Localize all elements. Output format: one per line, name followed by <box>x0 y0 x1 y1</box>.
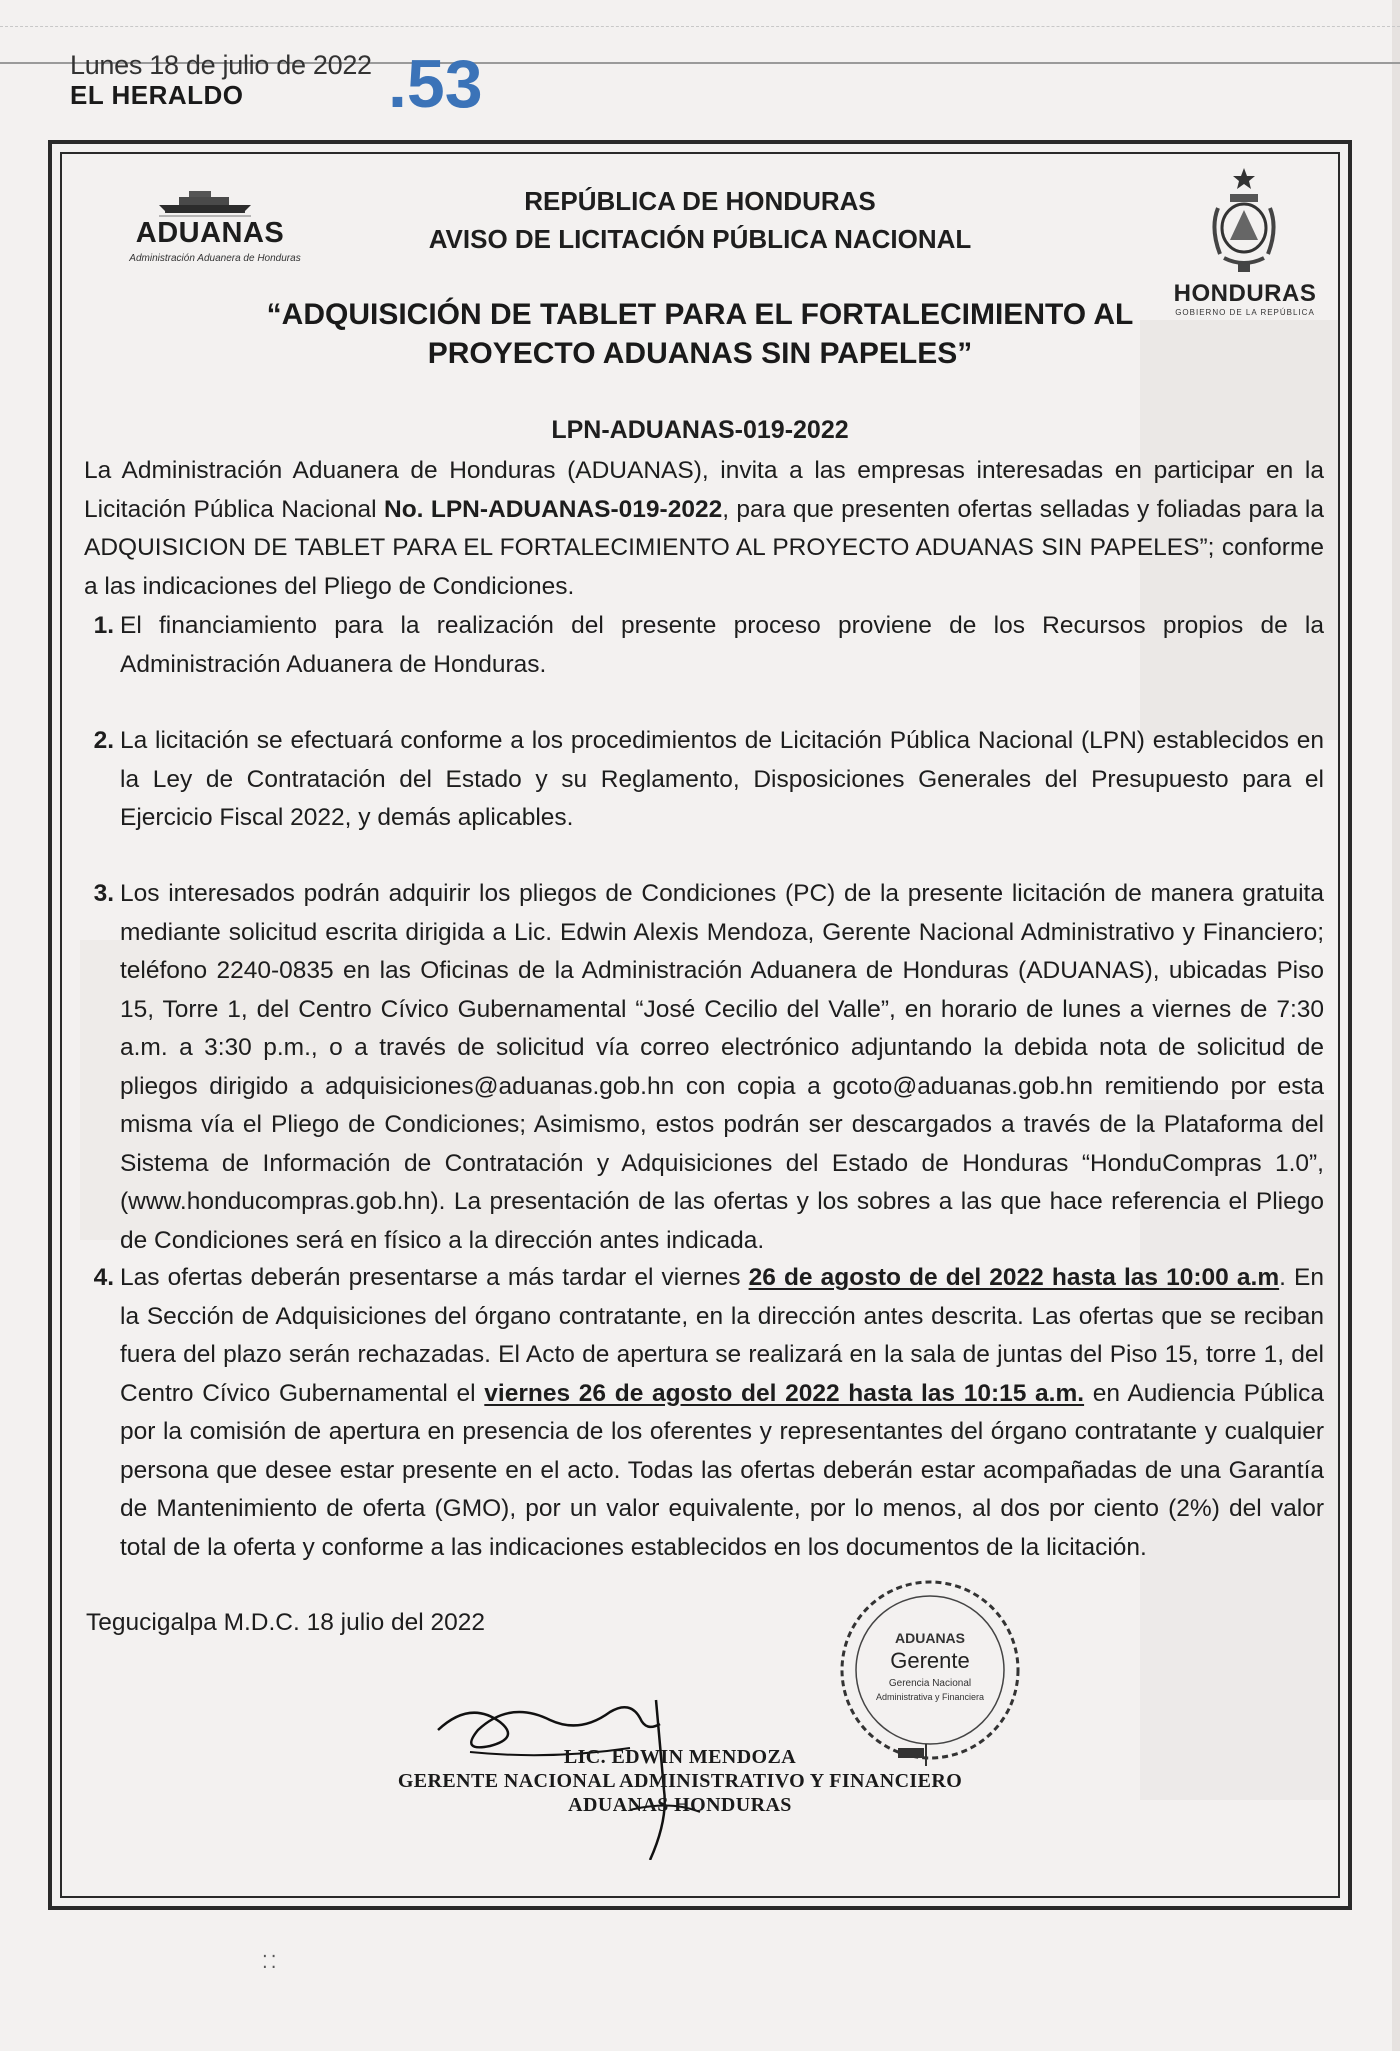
aduanas-logo <box>115 185 305 265</box>
place-and-date: Tegucigalpa M.D.C. 18 julio del 2022 <box>86 1609 486 1636</box>
item-number: 2. <box>93 727 114 754</box>
intro-reference: No. LPN-ADUANAS-019-2022 <box>384 495 723 523</box>
stamp-line3: Gerencia Nacional <box>888 1678 972 1689</box>
ship-icon <box>159 189 251 217</box>
item-number: 1. <box>93 612 114 639</box>
item-number: 3. <box>93 880 114 907</box>
publication-date: Lunes 18 de julio de 2022 <box>70 50 372 80</box>
list-item-2 <box>84 722 1324 838</box>
list-item-4 <box>84 1259 1324 1567</box>
honduras-logo <box>1160 168 1330 318</box>
intro-text-a: La Administración Aduanera de Honduras (ADUANAS), invita a las empresas interesadas en participar en la Licitación Pública Nacional <box>84 457 1324 523</box>
signatory-name: LIC. EDWIN MENDOZA <box>563 1746 797 1768</box>
print-artifact: ⁚⁚ <box>262 1952 280 1972</box>
item4-text-e: en Audiencia Pública por la comisión de apertura en presencia de los oferentes y representantes del órgano contratante y cualquier persona que desee estar presente en el acto. Todas las ofertas deberán estar acompañadas de una Garantía de Mantenimiento de oferta (GMO), por un valor equivalente, por lo menos, al dos por ciento (2%) del valor total de la oferta y conforme a las indicaciones establecidos en los documentos de la licitación. <box>120 1379 1324 1561</box>
item4-text-c: . En la Sección de Adquisiciones del órgano contratante, en la dirección antes descrita. Las ofertas que se reciban fuera del plazo serán rechazadas. El Acto de apertura se realizará en la sala de juntas del Piso 15, torre 1, del Centro Cívico Gubernamental el <box>120 1264 1324 1407</box>
header-notice-type: AVISO DE LICITACIÓN PÚBLICA NACIONAL <box>428 224 972 254</box>
top-rule <box>0 26 1400 27</box>
aduanas-logo-subtitle: Administración Aduanera de Honduras <box>129 253 301 264</box>
item-text <box>120 1259 1324 1567</box>
item-text: El financiamiento para la realización del presente proceso proviene de los Recursos propios de la Administración Aduanera de Honduras. <box>120 612 1324 678</box>
page-edge <box>1392 0 1400 2051</box>
page-number: .53 <box>388 46 483 122</box>
honduras-logo-text: HONDURAS <box>1173 280 1317 307</box>
stamp-line4: Administrativa y Financiera <box>875 1692 985 1702</box>
stamp-line2: Gerente <box>890 1648 970 1673</box>
intro-paragraph <box>84 452 1324 606</box>
stamp-line1: ADUANAS <box>895 1630 965 1646</box>
item-text: Los interesados podrán adquirir los pliegos de Condiciones (PC) de la presente licitación de manera gratuita mediante solicitud escrita dirigida a Lic. Edwin Alexis Mendoza, Gerente Nacional Administrativo y Financiero; teléfono 2240-0835 en las Oficinas de la Administración Aduanera de Honduras (ADUANAS), ubicadas Piso 15, Torre 1, del Centro Cívico Gubernamental “José Cecilio del Valle”, en horario de lunes a viernes de 7:30 a.m. a 3:30 p.m., o a través de solicitud vía correo electrónico adjuntando la debida nota de solicitud de pliegos dirigido a adquisiciones@aduanas.gob.hn con copia a gcoto@aduanas.gob.hn remitiendo por esta misma vía el Pliego de Condiciones; Asimismo, estos podrán ser descargados a través de la Plataforma del Sistema de Información de Contratación y Adquisiciones del Estado de Honduras “HonduCompras 1.0”, (www.honducompras.gob.hn). La presentación de las ofertas y los sobres a las que hace referencia el Pliego de Condiciones será en físico a la dirección antes indicada. <box>120 880 1324 1254</box>
item-text: La licitación se efectuará conforme a los procedimientos de Licitación Pública Nacional (LPN) establecidos en la Ley de Contratación del Estado y su Reglamento, Disposiciones Generales del Presupuesto para el Ejercicio Fiscal 2022, y demás aplicables. <box>120 727 1324 831</box>
official-stamp <box>830 1570 1030 1770</box>
signatory-position: GERENTE NACIONAL ADMINISTRATIVO Y FINANCIERO <box>397 1770 963 1792</box>
newspaper-name: EL HERALDO <box>70 80 244 110</box>
aduanas-logo-text: ADUANAS <box>135 217 285 249</box>
opening-date: viernes 26 de agosto del 2022 hasta las 10:15 a.m. <box>484 1379 1085 1407</box>
notice-title-line2: PROYECTO ADUANAS SIN PAPELES” <box>427 337 973 370</box>
header-country: REPÚBLICA DE HONDURAS <box>524 186 876 216</box>
submission-deadline: 26 de agosto de del 2022 hasta las 10:00 a.m <box>748 1264 1280 1291</box>
item-number: 4. <box>93 1264 114 1291</box>
notice-title-line1: “ADQUISICIÓN DE TABLET PARA EL FORTALECIMIENTO AL <box>266 298 1134 331</box>
coat-of-arms-icon <box>1208 168 1280 276</box>
signatory-institution: ADUANAS HONDURAS <box>568 1794 792 1816</box>
honduras-logo-subtitle: GOBIERNO DE LA REPÚBLICA <box>1175 308 1315 317</box>
reference-number: LPN-ADUANAS-019-2022 <box>551 416 849 444</box>
intro-text-c: , para que presenten ofertas selladas y foliadas para la ADQUISICION DE TABLET PARA EL FORTALECIMIENTO AL PROYECTO ADUANAS SIN PAPELES”; conforme a las indicaciones del Pliego de Condiciones. <box>84 495 1324 600</box>
list-item-1 <box>84 607 1324 684</box>
list-item-3 <box>84 875 1324 1260</box>
item4-text-a: Las ofertas deberán presentarse a más tardar el viernes <box>120 1264 749 1291</box>
